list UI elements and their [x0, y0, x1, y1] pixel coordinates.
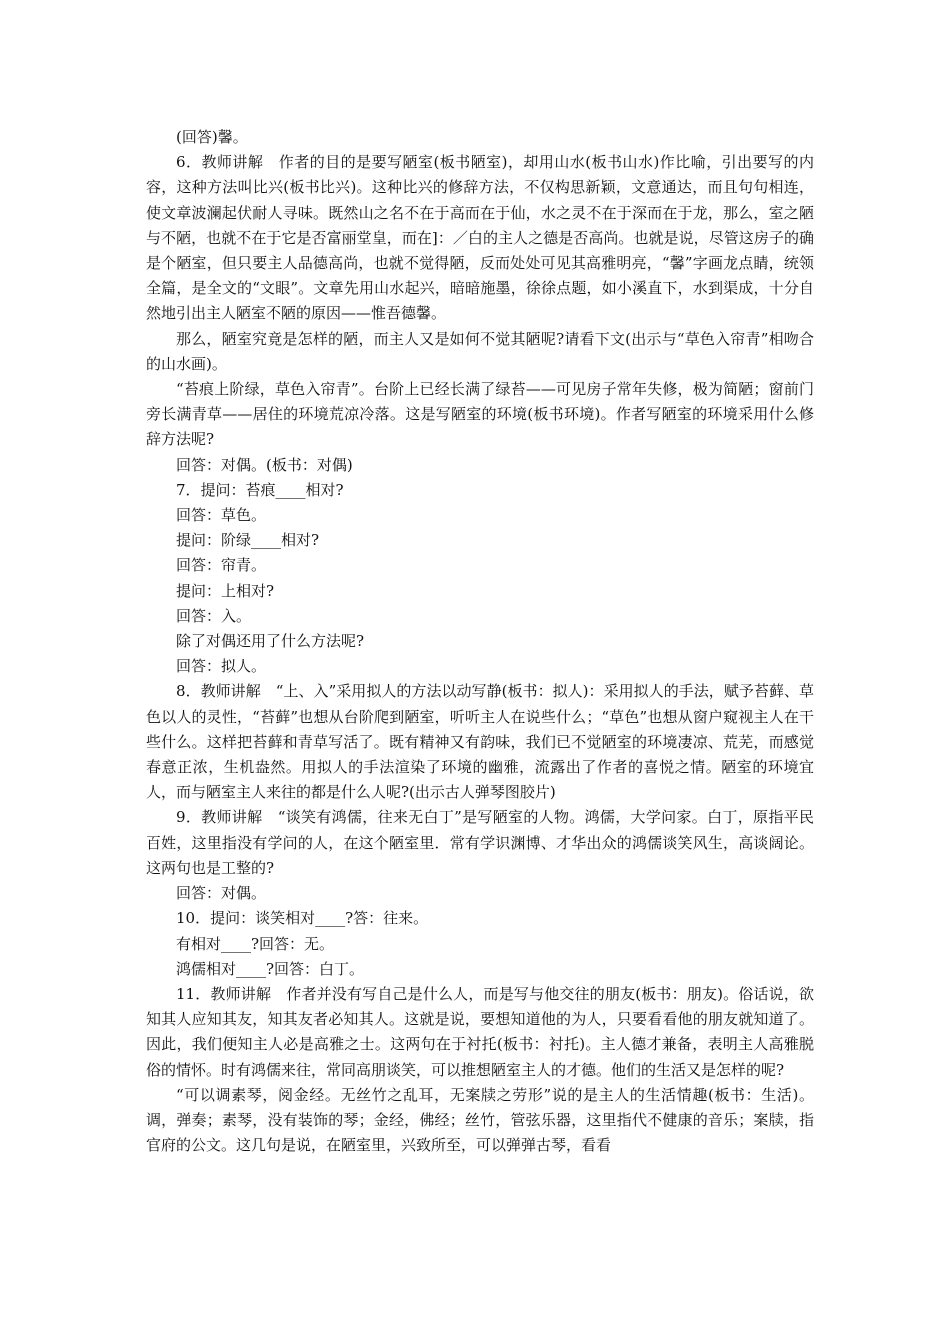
paragraph: 回答：对偶。(板书：对偶) [176, 455, 353, 474]
paragraph: 10．提问：谈笑相对____?答：往来。 [176, 909, 429, 928]
paragraph: 回答：拟人。 [176, 657, 267, 676]
paragraph: 6．教师讲解 作者的目的是要写陋室(板书陋室)，却用山水(板书山水)作比喻，引出要写的内容，这种方法叫比兴(板书比兴)。这种比兴的修辞方法，不仅构思新颖，文意通达，而且句句相连，使文章波澜起伏耐人寻味。既然山之名不在于高而在于仙，水之灵不在于深而在于龙，那么，室之陋与不陋，也就不在于它是否富丽堂皇，而在]：／白的主人之德是否高尚。也就是说，尽管这房子的确是个陋室，但只要主人品德高尚，也就不觉得陋，反而处处可见其高雅明亮，“馨”字画龙点睛，统领全篇，是全文的“文眼”。文章先用山水起兴，暗暗施墨，徐徐点题，如小溪直下，水到渠成，十分自然地引出主人陋室不陋的原因——惟吾德馨。 [146, 153, 814, 323]
paragraph: 9．教师讲解 “谈笑有鸿儒，往来无白丁”是写陋室的人物。鸿儒，大学问家。白丁，原指平民百姓，这里指没有学问的人，在这个陋室里．常有学识渊博、才华出众的鸿儒谈笑风生，高谈阔论。这两句也是工整的? [146, 808, 814, 877]
paragraph: 回答：帘青。 [176, 556, 267, 575]
paragraph: 有相对____?回答：无。 [176, 934, 335, 953]
paragraph: 11．教师讲解 作者并没有写自己是什么人，而是写与他交往的朋友(板书：朋友)。俗话说，欲知其人应知其友，知其友者必知其人。这就是说，要想知道他的为人，只要看看他的朋友就知道了。因此，我们便知主人必是高雅之士。这两句在于衬托(板书：衬托)。主人德才兼备，表明主人高雅脱俗的情怀。时有鸿儒来往，常同高朋谈笑，可以推想陋室主人的才德。他们的生活又是怎样的呢? [146, 984, 814, 1079]
paragraph: 提问：上相对? [176, 581, 275, 600]
paragraph: “可以调素琴，阅金经。无丝竹之乱耳，无案牍之劳形”说的是主人的生活情趣(板书：生活)。调，弹奏；素琴，没有装饰的琴；金经，佛经；丝竹，管弦乐器，这里指代不健康的音乐；案牍，指官府的公文。这几句是说，在陋室里，兴致所至，可以弹弹古琴，看看 [146, 1085, 814, 1155]
paragraph: 8．教师讲解 “上、入”采用拟人的方法以动写静(板书：拟人)：采用拟人的手法，赋予苔藓、草色以人的灵性，“苔藓”也想从台阶爬到陋室，听听主人在说些什么；“草色”也想从窗户窥视主人在干些什么。这样把苔藓和青草写活了。既有精神又有韵味，我们已不觉陋室的环境凄凉、荒芜，而感觉春意正浓，生机盎然。用拟人的手法渲染了环境的幽雅，流露出了作者的喜悦之情。陋室的环境宜人，而与陋室主人来往的都是什么人呢?(出示古人弹琴图胶片) [146, 682, 814, 802]
paragraph: (回答)馨。 [176, 128, 248, 146]
paragraph: 那么，陋室究竟是怎样的陋，而主人又是如何不觉其陋呢?请看下文(出示与“草色入帘青”相吻合的山水画)。 [146, 329, 814, 373]
paragraph: 除了对偶还用了什么方法呢? [176, 632, 365, 651]
paragraph: 鸿儒相对____?回答：白丁。 [176, 959, 365, 978]
paragraph: 回答：草色。 [176, 506, 267, 525]
paragraph: 回答：对偶。 [176, 884, 267, 903]
paragraph: 提问：阶绿____相对? [176, 531, 320, 550]
paragraph: “苔痕上阶绿，草色入帘青”。台阶上已经长满了绿苔——可见房子常年失修，极为简陋；窗前门旁长满青草——居住的环境荒凉冷落。这是写陋室的环境(板书环境)。作者写陋室的环境采用什么修辞方法呢? [146, 380, 814, 449]
paragraph: 回答：入。 [176, 606, 252, 625]
paragraph: 7．提问：苔痕____相对? [176, 480, 344, 499]
document-page [146, 125, 814, 1158]
